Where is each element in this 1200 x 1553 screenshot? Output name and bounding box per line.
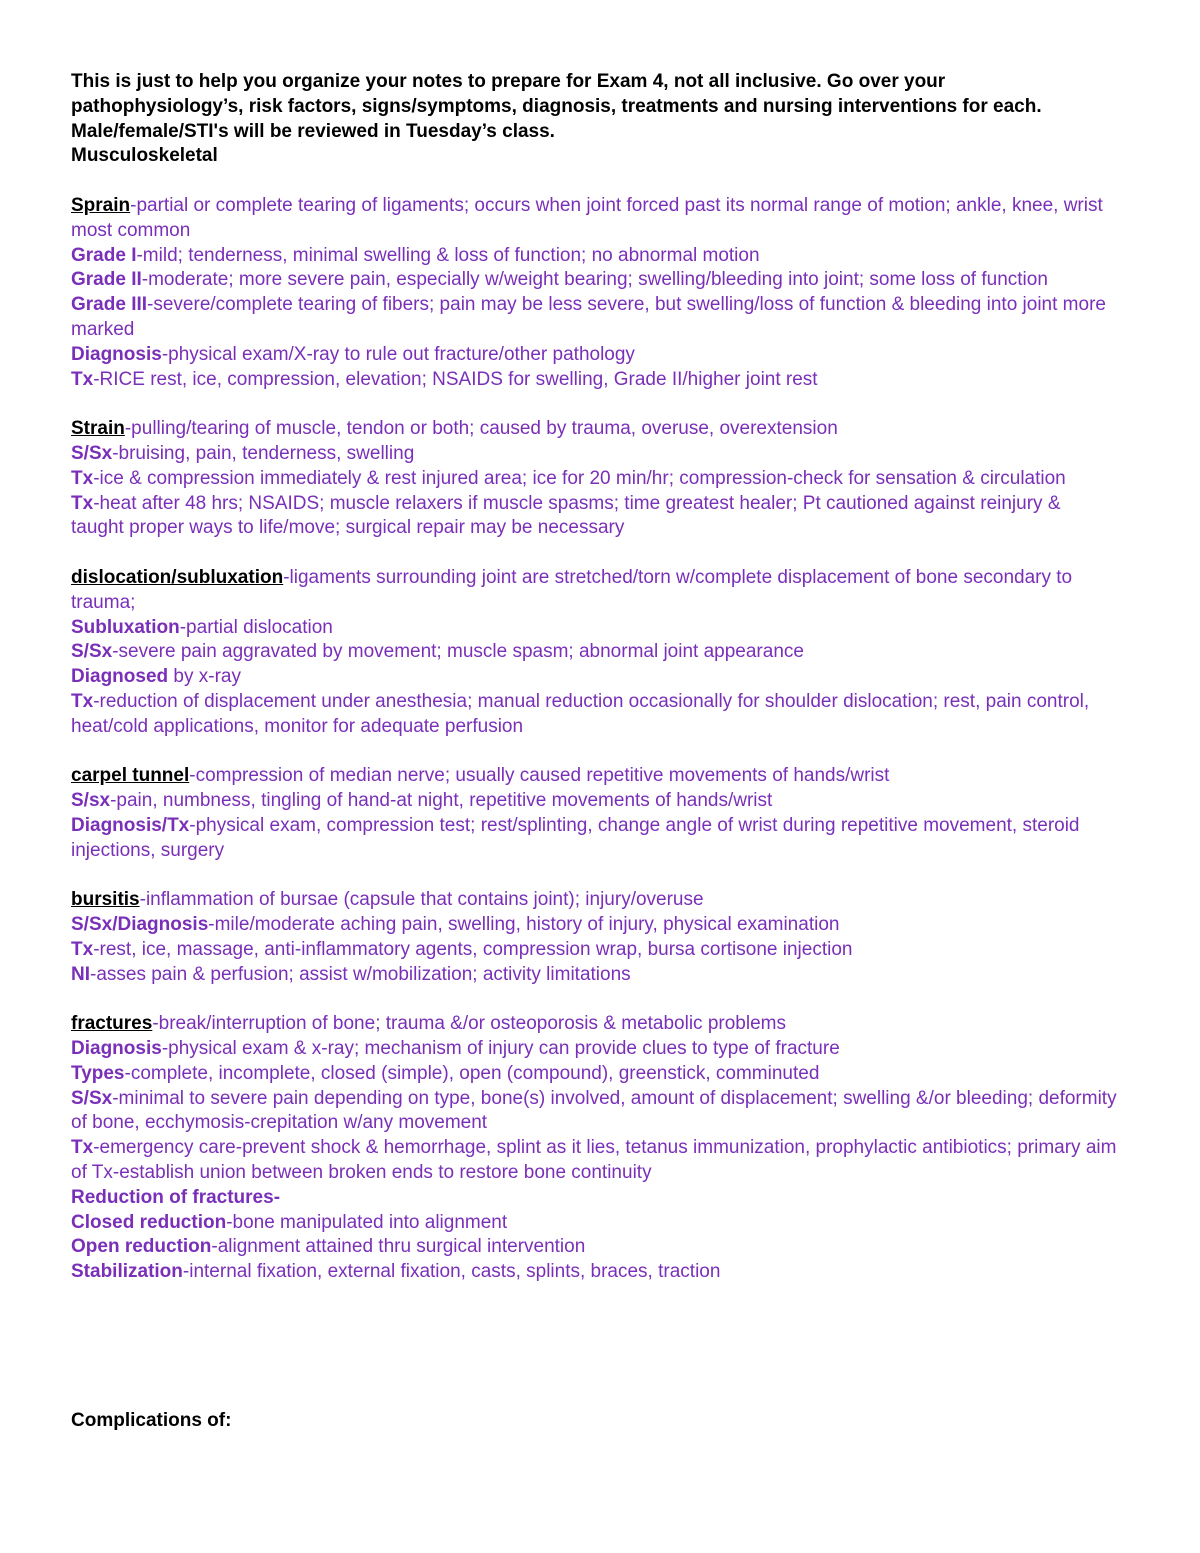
- item-text: by x-ray: [168, 666, 241, 688]
- item-term: Diagnosis/Tx: [71, 814, 190, 836]
- item-term: Stabilization: [71, 1261, 183, 1283]
- item-term: NI: [71, 963, 90, 985]
- item-text: -minimal to severe pain depending on type, bone(s) involved, amount of displacement; swelling &/or bleeding; deformity of bone, ecchymosis-crepitation w/any movement: [71, 1087, 1117, 1134]
- section-heading: [71, 566, 1118, 616]
- item-text: -reduction of displacement under anesthesia; manual reduction occasionally for shoulder dislocation; rest, pain control, heat/cold applications, monitor for adequate perfusion: [71, 690, 1090, 737]
- list-item: [71, 368, 1118, 393]
- item-term: S/Sx: [71, 442, 113, 464]
- list-item: [71, 963, 1118, 988]
- section-heading: [71, 888, 1118, 913]
- section-strain: [71, 417, 1118, 541]
- item-text: -mild; tenderness, minimal swelling & loss of function; no abnormal motion: [136, 244, 760, 266]
- list-item: [71, 640, 1118, 665]
- section-term: bursitis: [71, 889, 140, 911]
- item-term: Subluxation: [71, 616, 180, 638]
- item-term: Grade II: [71, 269, 142, 291]
- section-fractures: [71, 1012, 1118, 1285]
- section-sprain: [71, 194, 1118, 392]
- section-desc: -partial or complete tearing of ligaments; occurs when joint forced past its normal range of motion; ankle, knee, wrist most common: [71, 194, 1103, 241]
- item-text: -asses pain & perfusion; assist w/mobilization; activity limitations: [90, 963, 631, 985]
- item-text: -partial dislocation: [179, 616, 333, 638]
- list-item: [71, 938, 1118, 963]
- section-heading: [71, 194, 1118, 244]
- section-term: Strain: [71, 418, 125, 440]
- section-term: carpel tunnel: [71, 765, 190, 787]
- item-term: Reduction of fractures-: [71, 1186, 281, 1208]
- item-term: Grade I: [71, 244, 137, 266]
- list-item: [71, 1062, 1118, 1087]
- section-desc: -pulling/tearing of muscle, tendon or both; caused by trauma, overuse, overextension: [124, 418, 838, 440]
- section-heading: [71, 764, 1118, 789]
- section-dislocation: [71, 566, 1118, 740]
- item-text: -severe pain aggravated by movement; muscle spasm; abnormal joint appearance: [112, 641, 804, 663]
- item-term: S/Sx: [71, 1087, 113, 1109]
- item-text: -ice & compression immediately & rest injured area; ice for 20 min/hr; compression-check for sensation & circulation: [93, 467, 1066, 489]
- list-item: [71, 1087, 1118, 1137]
- list-item: [71, 1260, 1118, 1285]
- item-text: -alignment attained thru surgical intervention: [211, 1236, 586, 1258]
- item-text: -physical exam/X-ray to rule out fracture/other pathology: [161, 343, 635, 365]
- section-bursitis: [71, 888, 1118, 987]
- section-heading: [71, 417, 1118, 442]
- list-item: [71, 1136, 1118, 1186]
- section-title: Musculoskeletal: [71, 145, 218, 167]
- item-term: Diagnosed: [71, 666, 169, 688]
- item-term: Open reduction: [71, 1236, 212, 1258]
- section-carpel-tunnel: [71, 764, 1118, 863]
- list-item: [71, 442, 1118, 467]
- item-term: Tx: [71, 467, 94, 489]
- list-item: [71, 1037, 1118, 1062]
- section-desc: -compression of median nerve; usually caused repetitive movements of hands/wrist: [189, 765, 890, 787]
- list-item: [71, 1211, 1118, 1236]
- complications-heading: Complications of:: [71, 1410, 232, 1431]
- item-term: Tx: [71, 368, 94, 390]
- item-term: S/Sx: [71, 641, 113, 663]
- item-text: -physical exam & x-ray; mechanism of injury can provide clues to type of fracture: [161, 1038, 840, 1060]
- item-text: -RICE rest, ice, compression, elevation; NSAIDS for swelling, Grade II/higher joint rest: [93, 368, 818, 390]
- item-term: Tx: [71, 690, 94, 712]
- item-text: -severe/complete tearing of fibers; pain may be less severe, but swelling/loss of function & bleeding into joint more marked: [71, 294, 1106, 340]
- item-text: -pain, numbness, tingling of hand-at night, repetitive movements of hands/wrist: [110, 790, 773, 812]
- item-text: -moderate; more severe pain, especially w/weight bearing; swelling/bleeding into joint; some loss of function: [141, 269, 1048, 291]
- item-term: Diagnosis: [71, 343, 162, 365]
- item-text: -mile/moderate aching pain, swelling, history of injury, physical examination: [208, 914, 840, 936]
- section-desc: -ligaments surrounding joint are stretched/torn w/complete displacement of bone secondary to trauma;: [71, 566, 1073, 613]
- list-item: [71, 690, 1118, 740]
- item-text: -rest, ice, massage, anti-inflammatory agents, compression wrap, bursa cortisone injection: [93, 938, 853, 960]
- list-item: [71, 343, 1118, 368]
- item-text: -complete, incomplete, closed (simple), open (compound), greenstick, comminuted: [124, 1062, 820, 1084]
- list-item: [71, 492, 1118, 542]
- section-desc: -inflammation of bursae (capsule that contains joint); injury/overuse: [139, 889, 704, 911]
- item-term: S/Sx/Diagnosis: [71, 914, 209, 936]
- item-term: Tx: [71, 938, 94, 960]
- list-item: [71, 665, 1118, 690]
- list-item: [71, 789, 1118, 814]
- intro-paragraph: This is just to help you organize your notes to prepare for Exam 4, not all inclusive. Go over your pathophysiology’s, risk factors, signs/symptoms, diagnosis, treatments and nursing interventions for each. Male/female/STI's will be reviewed in Tuesday’s class.: [71, 71, 1042, 142]
- list-item: [71, 1235, 1118, 1260]
- item-term: Grade III: [71, 294, 148, 316]
- item-term: Diagnosis: [71, 1038, 162, 1060]
- item-text: -bone manipulated into alignment: [226, 1211, 508, 1233]
- section-term: dislocation/subluxation: [71, 566, 284, 588]
- item-term: S/sx: [71, 790, 111, 812]
- section-desc: -break/interruption of bone; trauma &/or osteoporosis & metabolic problems: [152, 1013, 786, 1035]
- section-term: Sprain: [71, 194, 131, 216]
- list-item: [71, 814, 1118, 864]
- item-text: -heat after 48 hrs; NSAIDS; muscle relaxers if muscle spasms; time greatest healer; Pt cautioned against reinjury & taught proper ways to life/move; surgical repair may be necessary: [71, 492, 1061, 539]
- section-heading: [71, 1012, 1118, 1037]
- item-term: Tx: [71, 492, 94, 514]
- item-term: Types: [71, 1062, 125, 1084]
- list-item: [71, 467, 1118, 492]
- list-item: [71, 268, 1118, 293]
- item-text: -emergency care-prevent shock & hemorrhage, splint as it lies, tetanus immunization, prophylactic antibiotics; primary aim of Tx-establish union between broken ends to restore bone continuity: [71, 1137, 1117, 1184]
- item-text: -internal fixation, external fixation, casts, splints, braces, traction: [182, 1261, 721, 1283]
- item-term: Tx: [71, 1137, 94, 1159]
- item-text: -physical exam, compression test; rest/splinting, change angle of wrist during repetitive movement, steroid injections, surgery: [71, 814, 1080, 861]
- section-term: fractures: [71, 1013, 153, 1035]
- list-item: [71, 1186, 1118, 1211]
- item-term: Closed reduction: [71, 1211, 227, 1233]
- list-item: [71, 616, 1118, 641]
- list-item: [71, 244, 1118, 269]
- list-item: [71, 293, 1118, 343]
- item-text: -bruising, pain, tenderness, swelling: [112, 442, 415, 464]
- list-item: [71, 913, 1118, 938]
